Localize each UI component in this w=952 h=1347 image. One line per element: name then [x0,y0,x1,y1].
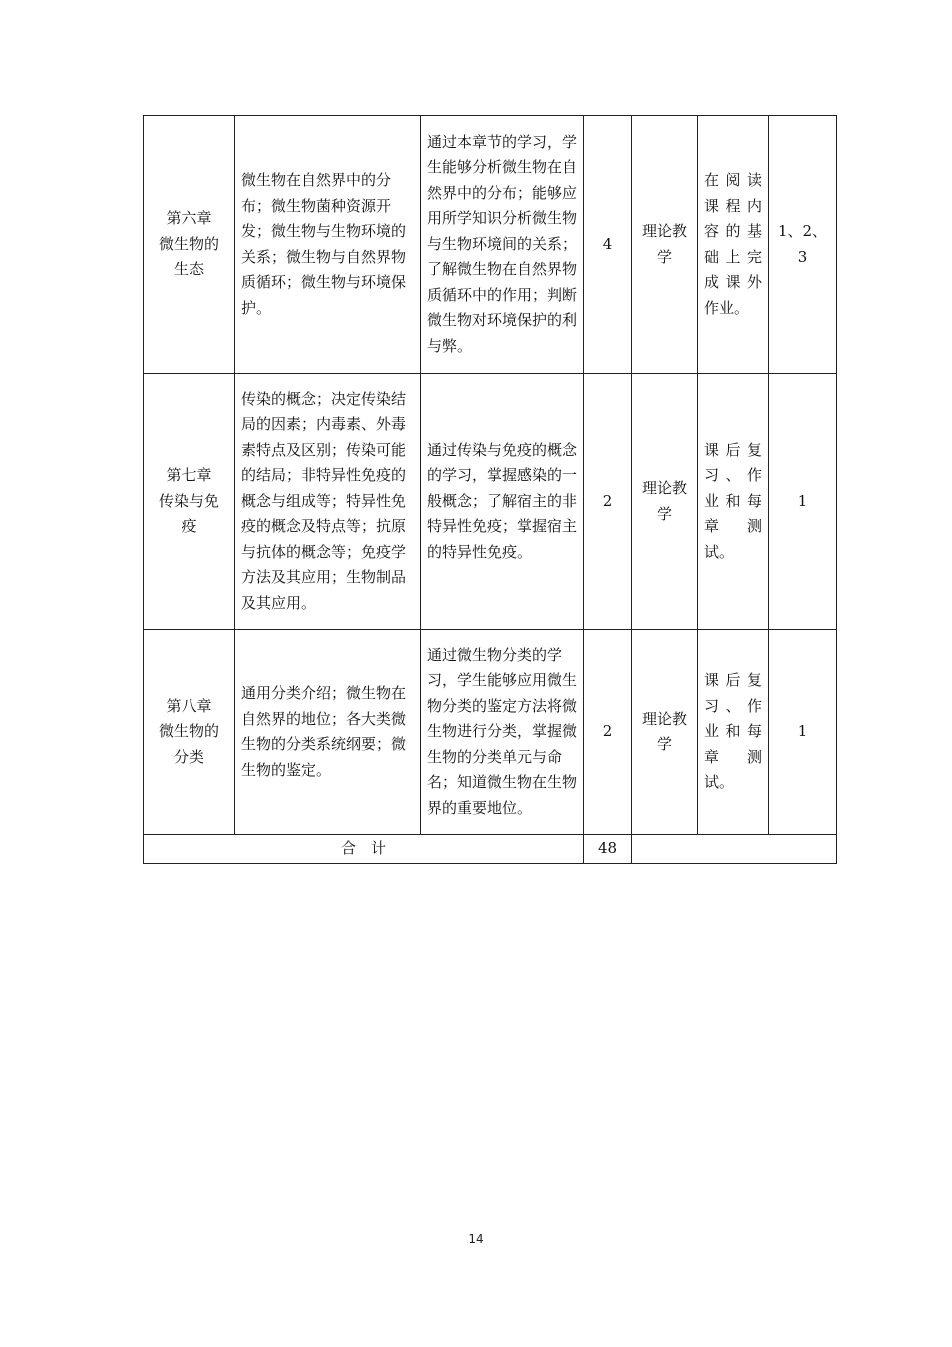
objectives-cell: 1、2、3 [769,116,837,374]
syllabus-table [143,115,837,864]
objectives-cell: 1 [769,630,837,835]
chapter-cell: 第八章 微生物的 分类 [144,630,235,835]
page-number: 14 [468,1232,484,1246]
goals-cell: 通过传染与免疫的概念的学习，掌握感染的一般概念；了解宿主的非特异性免疫；掌握宿主的特异性免疫。 [421,374,584,630]
goals-cell: 通过本章节的学习，学生能够分析微生物在自然界中的分布；能够应用所学知识分析微生物与生物环境间的关系；了解微生物在自然界物质循环中的作用；判断微生物对环境保护的利与弊。 [421,116,584,374]
table-row [144,630,837,835]
total-hours: 48 [584,835,632,864]
hours-cell: 4 [584,116,632,374]
total-row [144,835,837,864]
table-row [144,116,837,374]
method-cell: 理论教学 [632,630,698,835]
goals-cell: 通过微生物分类的学习，学生能够应用微生物分类的鉴定方法将微生物进行分类，掌握微生物的分类单元与命名；知道微生物在生物界的重要地位。 [421,630,584,835]
chapter-cell: 第六章 微生物的 生态 [144,116,235,374]
content-cell: 通用分类介绍；微生物在自然界的地位；各大类微生物的分类系统纲要；微生物的鉴定。 [235,630,421,835]
hours-cell: 2 [584,374,632,630]
table-row [144,374,837,630]
objectives-cell: 1 [769,374,837,630]
content-cell: 微生物在自然界中的分布；微生物菌种资源开发；微生物与生物环境的关系；微生物与自然界物质循环；微生物与环境保护。 [235,116,421,374]
total-label: 合 计 [144,835,584,864]
homework-cell: 课后复习、作业和每章 测试。 [698,374,769,630]
hours-cell: 2 [584,630,632,835]
homework-cell: 在阅读课程内容的基础上完成课外作业。 [698,116,769,374]
homework-cell: 课后复习、作业和每章 测试。 [698,630,769,835]
method-cell: 理论教学 [632,374,698,630]
chapter-cell: 第七章 传染与免 疫 [144,374,235,630]
total-empty-cell [632,835,837,864]
method-cell: 理论教学 [632,116,698,374]
content-cell: 传染的概念；决定传染结局的因素；内毒素、外毒素特点及区别；传染可能的结局；非特异性免疫的概念与组成等；特异性免疫的概念及特点等；抗原与抗体的概念等；免疫学方法及其应用；生物制品及其应用。 [235,374,421,630]
